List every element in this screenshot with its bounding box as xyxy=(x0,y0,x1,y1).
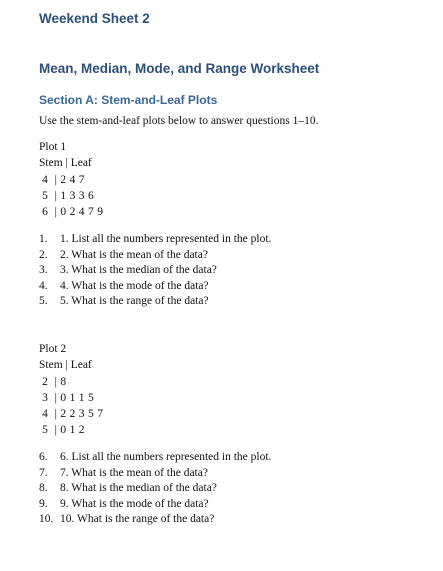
plot1-title: Plot 1 xyxy=(39,141,67,153)
question-number: 5. xyxy=(39,295,48,308)
question-item xyxy=(39,232,271,248)
question-item xyxy=(39,481,271,497)
question-item xyxy=(39,263,271,279)
plot1-row: 6 | 0 2 4 7 9 xyxy=(39,206,104,218)
plot1-header: Stem | Leaf xyxy=(39,157,92,169)
instructions-text: Use the stem-and-leaf plots below to answer questions 1–10. xyxy=(39,115,319,127)
document-title: Weekend Sheet 2 xyxy=(39,11,150,26)
plot2-row: 5 | 0 1 2 xyxy=(39,424,85,436)
section-title: Section A: Stem-and-Leaf Plots xyxy=(39,93,218,107)
question-text: 7. What is the mean of the data? xyxy=(60,466,208,479)
question-item xyxy=(39,512,271,528)
plot1-question-list xyxy=(39,232,271,310)
worksheet-title: Mean, Median, Mode, and Range Worksheet xyxy=(39,61,320,76)
question-text: 10. What is the range of the data? xyxy=(60,513,215,526)
plot1-row: 5 | 1 3 3 6 xyxy=(39,190,95,202)
question-number: 3. xyxy=(39,264,48,277)
question-item xyxy=(39,248,271,264)
question-number: 9. xyxy=(39,497,48,510)
question-text: 4. What is the mode of the data? xyxy=(60,279,209,292)
question-number: 4. xyxy=(39,279,48,292)
plot1-row: 4 | 2 4 7 xyxy=(39,174,85,186)
question-number: 1. xyxy=(39,233,48,245)
question-text: 3. What is the median of the data? xyxy=(60,264,217,277)
question-number: 10. xyxy=(39,513,54,526)
question-number: 8. xyxy=(39,482,48,495)
question-item xyxy=(39,450,271,466)
plot2-title: Plot 2 xyxy=(39,343,67,355)
question-number: 7. xyxy=(39,466,48,479)
plot2-question-list xyxy=(39,450,271,528)
plot2-row: 2 | 8 xyxy=(39,376,67,388)
question-text: 1. List all the numbers represented in the plot. xyxy=(60,233,272,245)
plot2-row: 4 | 2 2 3 5 7 xyxy=(39,408,104,420)
question-item xyxy=(39,497,271,513)
plot2-row: 3 | 0 1 1 5 xyxy=(39,392,95,404)
plot2-header: Stem | Leaf xyxy=(39,359,92,371)
question-number: 6. xyxy=(39,451,48,463)
question-text: 6. List all the numbers represented in the plot. xyxy=(60,451,272,463)
question-item xyxy=(39,279,271,295)
question-text: 9. What is the mode of the data? xyxy=(60,497,209,510)
question-number: 2. xyxy=(39,248,48,261)
question-text: 8. What is the median of the data? xyxy=(60,482,217,495)
question-text: 2. What is the mean of the data? xyxy=(60,248,208,261)
question-text: 5. What is the range of the data? xyxy=(60,295,209,308)
question-item xyxy=(39,466,271,482)
question-item xyxy=(39,294,271,310)
